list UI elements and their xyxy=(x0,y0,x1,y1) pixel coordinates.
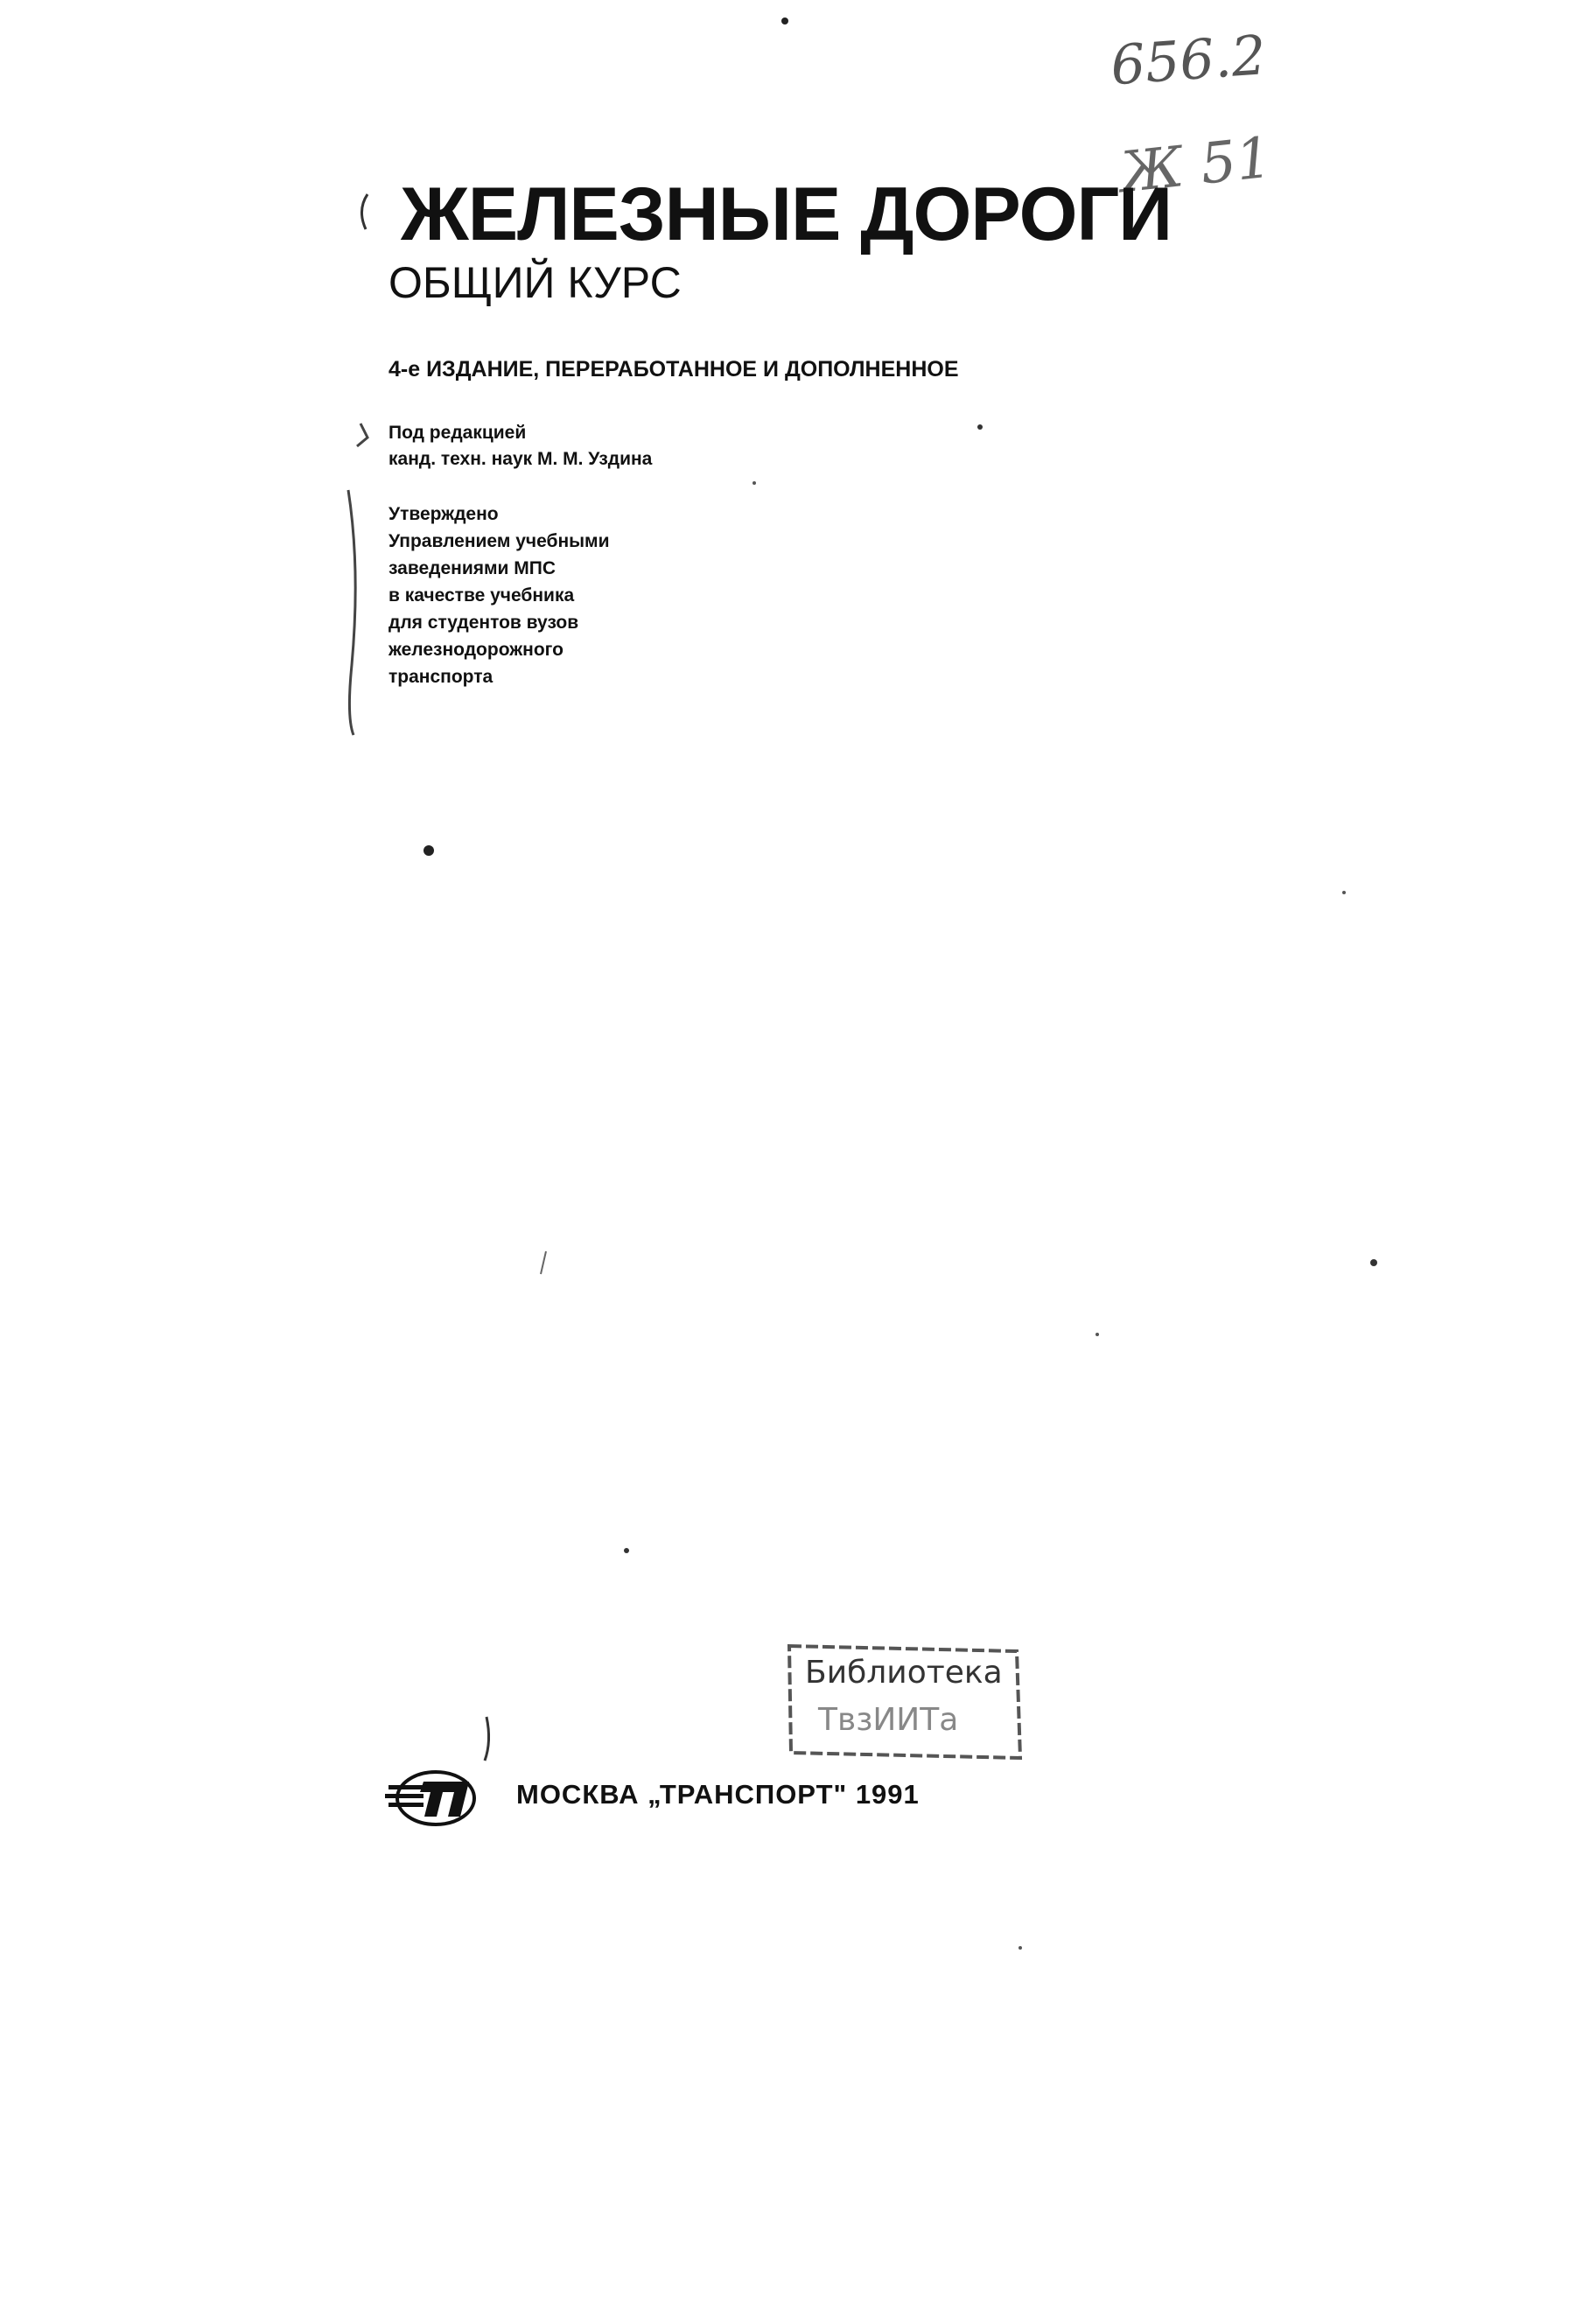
svg-text:656.2: 656.2 xyxy=(1108,23,1269,98)
approval-line: для студентов вузов xyxy=(388,613,579,633)
approval-line: заведениями МПС xyxy=(388,558,556,578)
approval-line: Управлением учебными xyxy=(388,531,610,551)
book-title: ЖЕЛЕЗНЫЕ ДОРОГИ xyxy=(401,172,1172,256)
stamp-line: ТвзИИТа xyxy=(818,1702,959,1738)
stamp-line: Библиотека xyxy=(805,1655,1003,1691)
svg-text:Ж 51: Ж 51 xyxy=(1116,125,1276,207)
approval-line: железнодорожного xyxy=(388,640,564,660)
editor-name: канд. техн. наук М. М. Уздина xyxy=(388,449,653,469)
approval-line: в качестве учебника xyxy=(388,585,575,606)
publisher-imprint: МОСКВА „ТРАНСПОРТ" 1991 xyxy=(516,1779,920,1810)
approval-line: Утверждено xyxy=(388,504,499,524)
book-subtitle: ОБЩИЙ КУРС xyxy=(388,258,682,307)
approval-line: транспорта xyxy=(388,667,494,687)
edition-note: 4-е ИЗДАНИЕ, ПЕРЕРАБОТАННОЕ И ДОПОЛНЕННОЕ xyxy=(388,357,959,382)
editor-line: Под редакцией xyxy=(388,423,527,443)
